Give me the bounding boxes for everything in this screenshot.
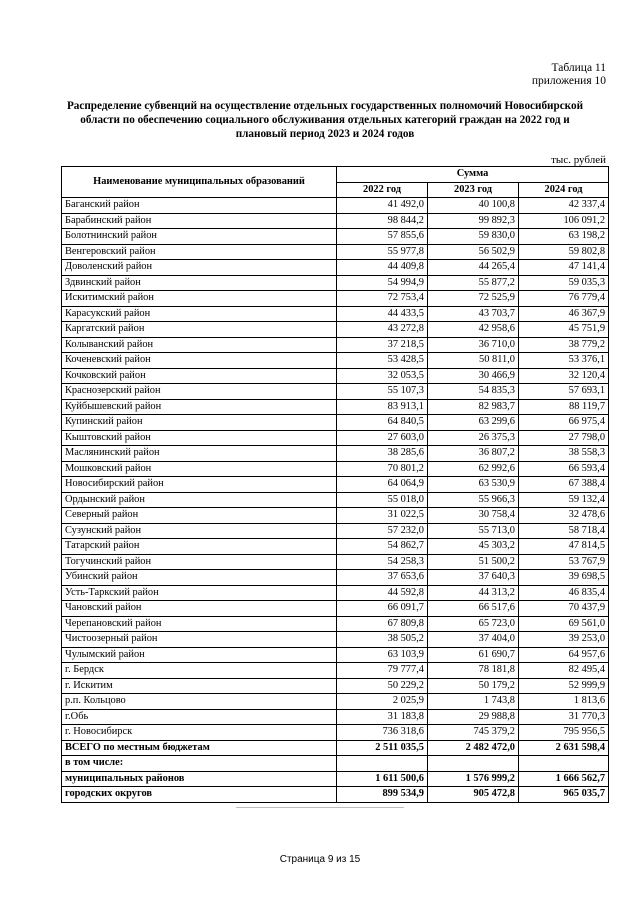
row-value: 63 299,6 bbox=[428, 415, 519, 431]
row-name: г.Обь bbox=[62, 709, 337, 725]
row-name: Кыштовский район bbox=[62, 430, 337, 446]
row-name: Ордынский район bbox=[62, 492, 337, 508]
table-row bbox=[62, 415, 609, 431]
table-row bbox=[62, 322, 609, 338]
row-value: 88 119,7 bbox=[519, 399, 609, 415]
row-value: 76 779,4 bbox=[519, 291, 609, 307]
row-value: 26 375,3 bbox=[428, 430, 519, 446]
row-value: 54 862,7 bbox=[337, 539, 428, 555]
row-value: 72 753,4 bbox=[337, 291, 428, 307]
table-row bbox=[62, 291, 609, 307]
row-name: Куйбышевский район bbox=[62, 399, 337, 415]
row-name: Сузунский район bbox=[62, 523, 337, 539]
row-value: 63 103,9 bbox=[337, 647, 428, 663]
row-value: 82 495,4 bbox=[519, 663, 609, 679]
row-value: 44 592,8 bbox=[337, 585, 428, 601]
row-value: 54 258,3 bbox=[337, 554, 428, 570]
row-value: 63 198,2 bbox=[519, 229, 609, 245]
row-value: 83 913,1 bbox=[337, 399, 428, 415]
column-header-sum: Сумма bbox=[337, 167, 609, 183]
table-row bbox=[62, 570, 609, 586]
table-row bbox=[62, 477, 609, 493]
row-value: 62 992,6 bbox=[428, 461, 519, 477]
row-value: 55 107,3 bbox=[337, 384, 428, 400]
row-value: 55 977,8 bbox=[337, 244, 428, 260]
row-value: 61 690,7 bbox=[428, 647, 519, 663]
table-row bbox=[62, 647, 609, 663]
table-row bbox=[62, 492, 609, 508]
row-name: г. Бердск bbox=[62, 663, 337, 679]
row-value: 30 466,9 bbox=[428, 368, 519, 384]
row-name: Чановский район bbox=[62, 601, 337, 617]
row-value: 70 801,2 bbox=[337, 461, 428, 477]
table-row bbox=[62, 244, 609, 260]
table-row bbox=[62, 461, 609, 477]
table-row bbox=[62, 275, 609, 291]
table-row bbox=[62, 368, 609, 384]
row-value: 57 693,1 bbox=[519, 384, 609, 400]
row-value: 1 611 500,6 bbox=[337, 771, 428, 787]
table-row bbox=[62, 694, 609, 710]
row-value: 39 698,5 bbox=[519, 570, 609, 586]
row-name: Купинский район bbox=[62, 415, 337, 431]
row-name: Убинский район bbox=[62, 570, 337, 586]
table-row bbox=[62, 632, 609, 648]
row-name: Искитимский район bbox=[62, 291, 337, 307]
row-value: 59 035,3 bbox=[519, 275, 609, 291]
row-name: ВСЕГО по местным бюджетам bbox=[62, 740, 337, 756]
row-value: 1 743,8 bbox=[428, 694, 519, 710]
row-value: 99 892,3 bbox=[428, 213, 519, 229]
row-name: Болотнинский район bbox=[62, 229, 337, 245]
table-row bbox=[62, 616, 609, 632]
row-value: 36 807,2 bbox=[428, 446, 519, 462]
row-value: 59 132,4 bbox=[519, 492, 609, 508]
row-name: Кочковский район bbox=[62, 368, 337, 384]
row-value: 66 091,7 bbox=[337, 601, 428, 617]
row-value: 1 813,6 bbox=[519, 694, 609, 710]
row-value: 53 376,1 bbox=[519, 353, 609, 369]
row-name: Мошковский район bbox=[62, 461, 337, 477]
row-value: 43 272,8 bbox=[337, 322, 428, 338]
document-title: Распределение субвенций на осуществление отдельных государственных полномочий Новосибирской области по обеспечению социального обслуживания отдельных категорий граждан на 2022 год и плановый период 2023 и 2024 годов bbox=[66, 100, 584, 140]
row-value: 745 379,2 bbox=[428, 725, 519, 741]
table-row bbox=[62, 229, 609, 245]
row-value: 41 492,0 bbox=[337, 198, 428, 214]
row-value: 31 770,3 bbox=[519, 709, 609, 725]
row-value: 106 091,2 bbox=[519, 213, 609, 229]
row-value: 65 723,0 bbox=[428, 616, 519, 632]
row-value: 38 779,2 bbox=[519, 337, 609, 353]
table-row bbox=[62, 523, 609, 539]
row-value: 37 404,0 bbox=[428, 632, 519, 648]
row-value: 55 877,2 bbox=[428, 275, 519, 291]
row-name: Баганский район bbox=[62, 198, 337, 214]
row-value: 29 988,8 bbox=[428, 709, 519, 725]
row-value: 50 179,2 bbox=[428, 678, 519, 694]
row-value: 47 141,4 bbox=[519, 260, 609, 276]
row-name: Усть-Таркский район bbox=[62, 585, 337, 601]
table-row bbox=[62, 384, 609, 400]
row-value: 32 120,4 bbox=[519, 368, 609, 384]
row-value: 27 603,0 bbox=[337, 430, 428, 446]
row-value: 899 534,9 bbox=[337, 787, 428, 803]
table-row bbox=[62, 306, 609, 322]
row-name: Каргатский район bbox=[62, 322, 337, 338]
row-value: 44 433,5 bbox=[337, 306, 428, 322]
row-value: 37 640,3 bbox=[428, 570, 519, 586]
row-value: 47 814,5 bbox=[519, 539, 609, 555]
row-value: 1 576 999,2 bbox=[428, 771, 519, 787]
row-value: 64 840,5 bbox=[337, 415, 428, 431]
row-value: 965 035,7 bbox=[519, 787, 609, 803]
row-value: 53 428,5 bbox=[337, 353, 428, 369]
row-name: муниципальных районов bbox=[62, 771, 337, 787]
row-name: Коченевский район bbox=[62, 353, 337, 369]
subsidy-table bbox=[61, 166, 609, 803]
table-row bbox=[62, 539, 609, 555]
row-value: 37 653,6 bbox=[337, 570, 428, 586]
row-value: 2 025,9 bbox=[337, 694, 428, 710]
row-value: 44 265,4 bbox=[428, 260, 519, 276]
column-header-year: 2023 год bbox=[428, 182, 519, 198]
row-value: 72 525,9 bbox=[428, 291, 519, 307]
row-value: 2 631 598,4 bbox=[519, 740, 609, 756]
table-number: Таблица 11 bbox=[551, 62, 606, 74]
row-value: 1 666 562,7 bbox=[519, 771, 609, 787]
table-row bbox=[62, 446, 609, 462]
row-value: 57 232,0 bbox=[337, 523, 428, 539]
row-value: 44 313,2 bbox=[428, 585, 519, 601]
row-value: 64 957,6 bbox=[519, 647, 609, 663]
header-row-1 bbox=[62, 167, 609, 183]
row-value: 64 064,9 bbox=[337, 477, 428, 493]
row-value: 67 809,8 bbox=[337, 616, 428, 632]
row-value: 66 593,4 bbox=[519, 461, 609, 477]
row-value: 27 798,0 bbox=[519, 430, 609, 446]
table-row bbox=[62, 213, 609, 229]
row-name: г. Новосибирск bbox=[62, 725, 337, 741]
row-name: Чистоозерный район bbox=[62, 632, 337, 648]
row-value: 795 956,5 bbox=[519, 725, 609, 741]
empty-cell bbox=[519, 756, 609, 772]
row-name: Новосибирский район bbox=[62, 477, 337, 493]
row-value: 51 500,2 bbox=[428, 554, 519, 570]
row-value: 55 713,0 bbox=[428, 523, 519, 539]
row-value: 31 183,8 bbox=[337, 709, 428, 725]
row-value: 98 844,2 bbox=[337, 213, 428, 229]
row-name: Краснозерский район bbox=[62, 384, 337, 400]
row-value: 59 830,0 bbox=[428, 229, 519, 245]
total-row bbox=[62, 740, 609, 756]
table-row bbox=[62, 508, 609, 524]
row-value: 31 022,5 bbox=[337, 508, 428, 524]
row-name: Черепановский район bbox=[62, 616, 337, 632]
row-value: 39 253,0 bbox=[519, 632, 609, 648]
row-value: 63 530,9 bbox=[428, 477, 519, 493]
row-name: Карасукский район bbox=[62, 306, 337, 322]
page-number: Страница 9 из 15 bbox=[279, 854, 361, 865]
row-value: 37 218,5 bbox=[337, 337, 428, 353]
row-value: 78 181,8 bbox=[428, 663, 519, 679]
table-row bbox=[62, 585, 609, 601]
row-value: 79 777,4 bbox=[337, 663, 428, 679]
row-name: Венгеровский район bbox=[62, 244, 337, 260]
table-row bbox=[62, 678, 609, 694]
row-value: 54 835,3 bbox=[428, 384, 519, 400]
row-value: 38 505,2 bbox=[337, 632, 428, 648]
row-name: Чулымский район bbox=[62, 647, 337, 663]
row-value: 70 437,9 bbox=[519, 601, 609, 617]
row-value: 67 388,4 bbox=[519, 477, 609, 493]
row-value: 56 502,9 bbox=[428, 244, 519, 260]
row-value: 2 482 472,0 bbox=[428, 740, 519, 756]
empty-cell bbox=[428, 756, 519, 772]
row-name: Доволенский район bbox=[62, 260, 337, 276]
row-value: 2 511 035,5 bbox=[337, 740, 428, 756]
row-value: 46 367,9 bbox=[519, 306, 609, 322]
row-name: Здвинский район bbox=[62, 275, 337, 291]
table-row bbox=[62, 554, 609, 570]
table-row bbox=[62, 725, 609, 741]
row-value: 32 053,5 bbox=[337, 368, 428, 384]
row-value: 30 758,4 bbox=[428, 508, 519, 524]
row-name: г. Искитим bbox=[62, 678, 337, 694]
row-value: 42 958,6 bbox=[428, 322, 519, 338]
row-value: 50 229,2 bbox=[337, 678, 428, 694]
row-value: 66 975,4 bbox=[519, 415, 609, 431]
table-row bbox=[62, 601, 609, 617]
row-value: 69 561,0 bbox=[519, 616, 609, 632]
appendix-number: приложения 10 bbox=[531, 75, 606, 87]
row-value: 55 966,3 bbox=[428, 492, 519, 508]
including-label: в том числе: bbox=[62, 756, 337, 772]
table-row bbox=[62, 663, 609, 679]
row-value: 57 855,6 bbox=[337, 229, 428, 245]
row-name: Северный район bbox=[62, 508, 337, 524]
row-value: 50 811,0 bbox=[428, 353, 519, 369]
row-name: Барабинский район bbox=[62, 213, 337, 229]
row-value: 54 994,9 bbox=[337, 275, 428, 291]
row-name: Тогучинский район bbox=[62, 554, 337, 570]
row-value: 58 718,4 bbox=[519, 523, 609, 539]
row-value: 53 767,9 bbox=[519, 554, 609, 570]
row-value: 32 478,6 bbox=[519, 508, 609, 524]
row-value: 43 703,7 bbox=[428, 306, 519, 322]
row-value: 66 517,6 bbox=[428, 601, 519, 617]
row-value: 55 018,0 bbox=[337, 492, 428, 508]
row-name: Татарский район bbox=[62, 539, 337, 555]
column-header-year: 2024 год bbox=[519, 182, 609, 198]
row-value: 42 337,4 bbox=[519, 198, 609, 214]
row-value: 44 409,8 bbox=[337, 260, 428, 276]
row-name: р.п. Кольцово bbox=[62, 694, 337, 710]
row-value: 45 303,2 bbox=[428, 539, 519, 555]
column-header-year: 2022 год bbox=[337, 182, 428, 198]
row-name: Маслянинский район bbox=[62, 446, 337, 462]
table-row bbox=[62, 430, 609, 446]
row-value: 59 802,8 bbox=[519, 244, 609, 260]
units-label: тыс. рублей bbox=[551, 154, 606, 166]
row-name: Колыванский район bbox=[62, 337, 337, 353]
row-name: городских округов bbox=[62, 787, 337, 803]
column-header-name: Наименование муниципальных образований bbox=[62, 167, 337, 198]
table-body bbox=[62, 198, 609, 803]
table-header-label bbox=[532, 62, 606, 88]
table-row bbox=[62, 198, 609, 214]
row-value: 905 472,8 bbox=[428, 787, 519, 803]
table-row bbox=[62, 709, 609, 725]
subtotal-row bbox=[62, 771, 609, 787]
row-value: 36 710,0 bbox=[428, 337, 519, 353]
row-value: 38 285,6 bbox=[337, 446, 428, 462]
table-row bbox=[62, 260, 609, 276]
row-value: 52 999,9 bbox=[519, 678, 609, 694]
row-value: 38 558,3 bbox=[519, 446, 609, 462]
row-value: 82 983,7 bbox=[428, 399, 519, 415]
row-value: 46 835,4 bbox=[519, 585, 609, 601]
row-value: 40 100,8 bbox=[428, 198, 519, 214]
table-row bbox=[62, 353, 609, 369]
row-value: 45 751,9 bbox=[519, 322, 609, 338]
table-row bbox=[62, 399, 609, 415]
footer-divider bbox=[236, 807, 404, 808]
empty-cell bbox=[337, 756, 428, 772]
row-value: 736 318,6 bbox=[337, 725, 428, 741]
including-row bbox=[62, 756, 609, 772]
subtotal-row bbox=[62, 787, 609, 803]
table-row bbox=[62, 337, 609, 353]
